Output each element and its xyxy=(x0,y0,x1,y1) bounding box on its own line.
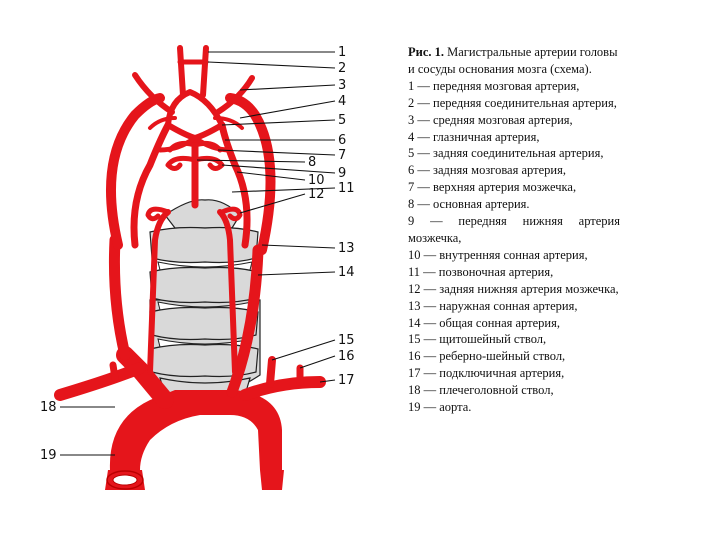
legend-item: 18 — плечеголовной ствол, xyxy=(408,383,554,398)
legend-item: 5 — задняя соединительная артерия, xyxy=(408,146,604,161)
label-5: 5 xyxy=(338,113,347,128)
caption-legend xyxy=(408,78,620,416)
label-10: 10 xyxy=(308,173,325,188)
legend-item: 9 — передняя нижняя артерия мозжечка, xyxy=(408,214,620,245)
label-11: 11 xyxy=(338,181,355,196)
caption-title-text: Магистральные артерии головы и сосуды основания мозга (схема). xyxy=(408,45,618,76)
figure-caption xyxy=(408,44,620,416)
legend-item: 6 — задняя мозговая артерия, xyxy=(408,163,566,178)
legend-item: 10 — внутренняя сонная артерия, xyxy=(408,247,588,262)
thyrocervical-trunk xyxy=(270,360,272,384)
label-14: 14 xyxy=(338,265,355,280)
label-15: 15 xyxy=(338,333,355,348)
circle-of-willis-anterior xyxy=(168,92,222,125)
legend-item: 16 — реберно-шейный ствол, xyxy=(408,349,566,364)
legend-item: 17 — подключичная артерия, xyxy=(408,366,565,381)
vertebra-c3 xyxy=(150,268,258,303)
vertebra-c4 xyxy=(150,308,258,340)
legend-item: 14 — общая сонная артерия, xyxy=(408,315,560,330)
label-16: 16 xyxy=(338,349,355,364)
right-common-carotid xyxy=(114,240,125,355)
label-4: 4 xyxy=(338,94,347,109)
caption-title xyxy=(408,44,620,78)
right-internal-carotid xyxy=(134,125,168,245)
legend-item: 12 — задняя нижняя артерия мозжечка, xyxy=(408,281,619,296)
aortic-arch xyxy=(110,390,282,470)
legend-item: 15 — щитошейный ствол, xyxy=(408,332,547,347)
right-thyrocervical xyxy=(113,365,115,378)
legend-item: 1 — передняя мозговая артерия, xyxy=(408,78,580,93)
label-6: 6 xyxy=(338,133,347,148)
aorta-lumen xyxy=(113,475,137,485)
anterior-cerebral-arteries xyxy=(180,48,206,95)
legend-item: 7 — верхняя артерия мозжечка, xyxy=(408,180,577,195)
label-19: 19 xyxy=(40,448,57,463)
caption-prefix: Рис. 1. xyxy=(408,45,445,59)
label-2: 2 xyxy=(338,61,347,76)
right-subclavian xyxy=(60,368,140,395)
legend-item: 11 — позвоночная артерия, xyxy=(408,264,554,279)
label-12: 12 xyxy=(308,187,325,202)
label-3: 3 xyxy=(338,78,347,93)
left-subclavian xyxy=(245,382,320,395)
label-9: 9 xyxy=(338,166,347,181)
legend-item: 3 — средняя мозговая артерия, xyxy=(408,112,573,127)
label-13: 13 xyxy=(338,241,355,256)
descending-aorta xyxy=(260,470,284,490)
legend-item: 2 — передняя соединительная артерия, xyxy=(408,95,617,110)
label-18: 18 xyxy=(40,400,57,415)
legend-item: 8 — основная артерия. xyxy=(408,197,530,212)
label-17: 17 xyxy=(338,373,355,388)
label-8: 8 xyxy=(308,155,317,170)
legend-item: 13 — наружная сонная артерия, xyxy=(408,298,578,313)
label-1: 1 xyxy=(338,45,347,60)
label-7: 7 xyxy=(338,148,347,163)
legend-item: 4 — глазничная артерия, xyxy=(408,129,540,144)
right-ant-inf-cerebellar xyxy=(168,158,195,168)
legend-item: 19 — аорта. xyxy=(408,400,472,415)
